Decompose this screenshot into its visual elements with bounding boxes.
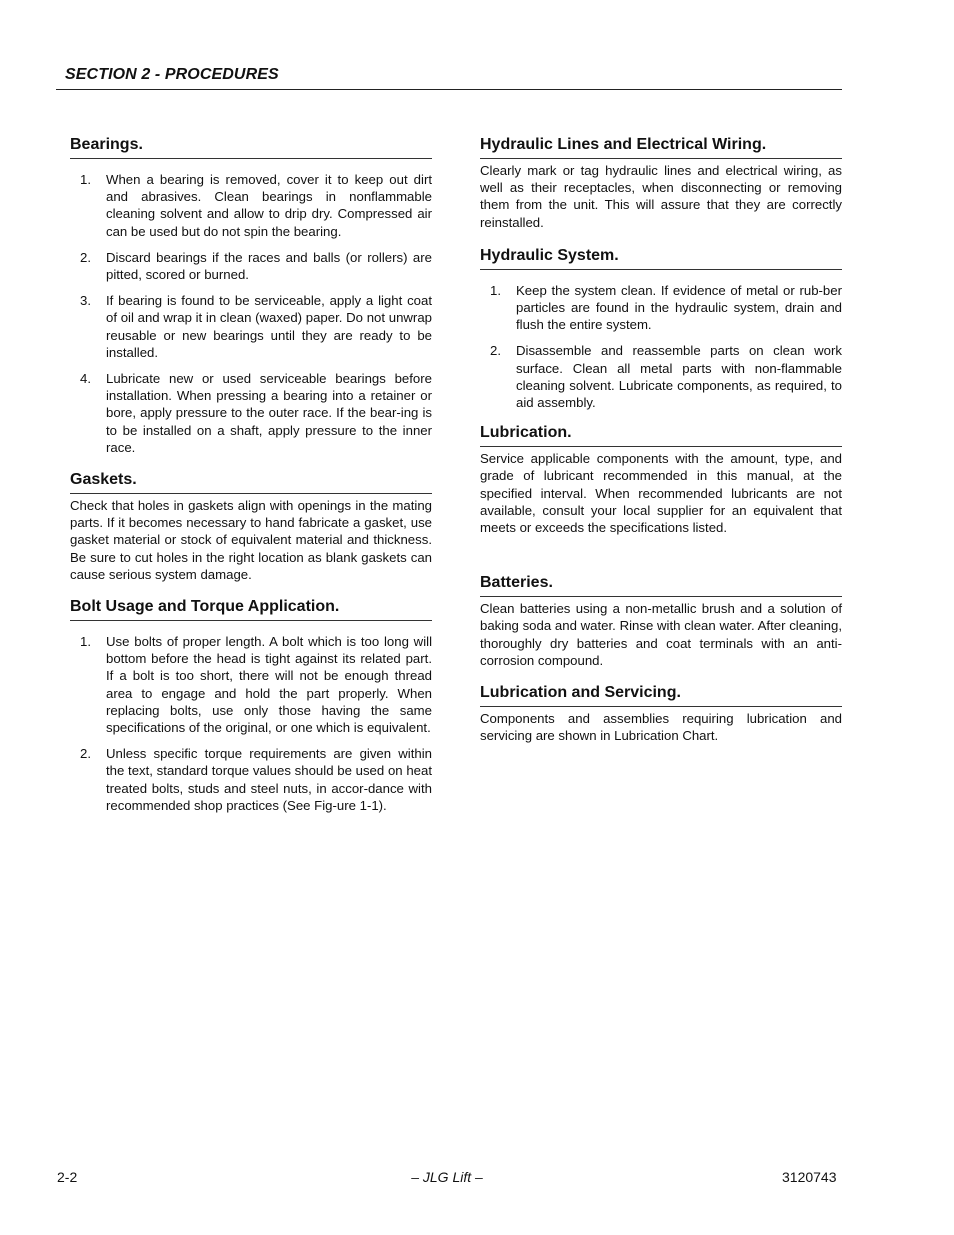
bolt-usage-heading: Bolt Usage and Torque Application.: [70, 596, 432, 621]
page-number: 2-2: [57, 1169, 78, 1185]
lubrication-heading: Lubrication.: [480, 422, 842, 447]
document-number: 3120743: [782, 1169, 837, 1185]
hydraulic-system-heading: Hydraulic System.: [480, 245, 842, 270]
item-text: Keep the system clean. If evidence of metal or rub-ber particles are found in the hydraulic system, drain and flush the entire system.: [516, 282, 842, 333]
hydraulic-lines-body: Clearly mark or tag hydraulic lines and electrical wiring, as well as their receptacles, when disconnecting or removing them from the unit. This will assure that they are correctly reinstalled.: [480, 163, 842, 230]
hydraulic-lines-section: [480, 134, 842, 231]
list-item: [480, 342, 842, 411]
item-text: When a bearing is removed, cover it to keep out dirt and abrasives. Clean bearings in nonflammable cleaning solvent and allow to drip dry. Compressed air can be used but do not spin the bearing.: [106, 172, 432, 239]
list-item: [480, 282, 842, 334]
bearings-list: [70, 171, 432, 456]
bolt-usage-list: [70, 633, 432, 814]
item-number: 2.: [80, 746, 91, 762]
item-text: Discard bearings if the races and balls (or rollers) are pitted, scored or burned.: [106, 249, 432, 283]
lubrication-section: [480, 422, 842, 536]
header-divider: [56, 89, 842, 90]
item-number: 1.: [80, 634, 91, 650]
lubrication-body: Service applicable components with the amount, type, and grade of lubricant recommended in this manual, at the specified interval. When recommended lubricants are not available, consult your local supplier for an equivalent that meets or exceeds the specifications listed.: [480, 451, 842, 536]
hydraulic-system-section: [480, 245, 842, 411]
item-text: Unless specific torque requirements are given within the text, standard torque values should be used on heat treated bolts, studs and steel nuts, in accor-dance with recommended shop practices (See Fig-ure 1-1).: [106, 746, 432, 813]
list-item: [70, 633, 432, 736]
batteries-section: [480, 572, 842, 669]
list-item: [70, 292, 432, 361]
list-item: [70, 370, 432, 456]
item-text: Disassemble and reassemble parts on clean work surface. Clean all metal parts with non-flammable cleaning solvent. Lubricate components, as required, to aid assembly.: [516, 343, 842, 411]
list-item: [70, 745, 432, 814]
list-item: [70, 171, 432, 240]
item-number: 3.: [80, 293, 91, 309]
bolt-usage-section: [70, 596, 432, 814]
gaskets-heading: Gaskets.: [70, 469, 432, 494]
bearings-section: [70, 134, 432, 456]
list-item: [70, 249, 432, 283]
item-number: 4.: [80, 371, 91, 387]
item-number: 1.: [490, 282, 501, 298]
batteries-heading: Batteries.: [480, 572, 842, 597]
item-number: 2.: [490, 343, 501, 359]
lubrication-servicing-section: [480, 682, 842, 744]
item-text: Use bolts of proper length. A bolt which is too long will bottom before the head is tight against its related part. If a bolt is too short, there will not be enough thread area to engage and hold the part properly. When replacing bolts, use only those having the same specifications of the original, or one which is equivalent.: [106, 634, 432, 736]
footer-brand: – JLG Lift –: [411, 1169, 483, 1185]
section-title: SECTION 2 - PROCEDURES: [65, 66, 279, 83]
gaskets-body: Check that holes in gaskets align with openings in the mating parts. If it becomes necessary to hand fabricate a gasket, use gasket material or stock of equivalent material and thickness. Be sure to cut holes in the right location as blank gaskets can cause serious system damage.: [70, 498, 432, 582]
item-number: 2.: [80, 249, 91, 265]
item-number: 1.: [80, 172, 91, 187]
bearings-heading: Bearings.: [70, 134, 432, 159]
hydraulic-lines-heading: Hydraulic Lines and Electrical Wiring.: [480, 134, 842, 159]
right-column: [480, 134, 842, 744]
hydraulic-system-list: [480, 282, 842, 411]
left-column: [70, 134, 432, 823]
lubrication-servicing-heading: Lubrication and Servicing.: [480, 682, 842, 707]
lubrication-servicing-body: Components and assemblies requiring lubrication and servicing are shown in Lubrication Chart.: [480, 711, 842, 744]
item-text: If bearing is found to be serviceable, apply a light coat of oil and wrap it in clean (waxed) paper. Do not unwrap reusable or new bearings until they are ready to be installed.: [106, 293, 432, 360]
batteries-body: Clean batteries using a non-metallic brush and a solution of baking soda and water. Rinse with clean water. After cleaning, thoroughly dry batteries and coat terminals with an anti-corrosion compound.: [480, 601, 842, 668]
item-text: Lubricate new or used serviceable bearings before installation. When pressing a bearing into a retainer or bore, apply pressure to the outer race. If the bear-ing is to be installed on a shaft, apply pressure to the inner race.: [106, 371, 432, 455]
gaskets-section: [70, 469, 432, 583]
